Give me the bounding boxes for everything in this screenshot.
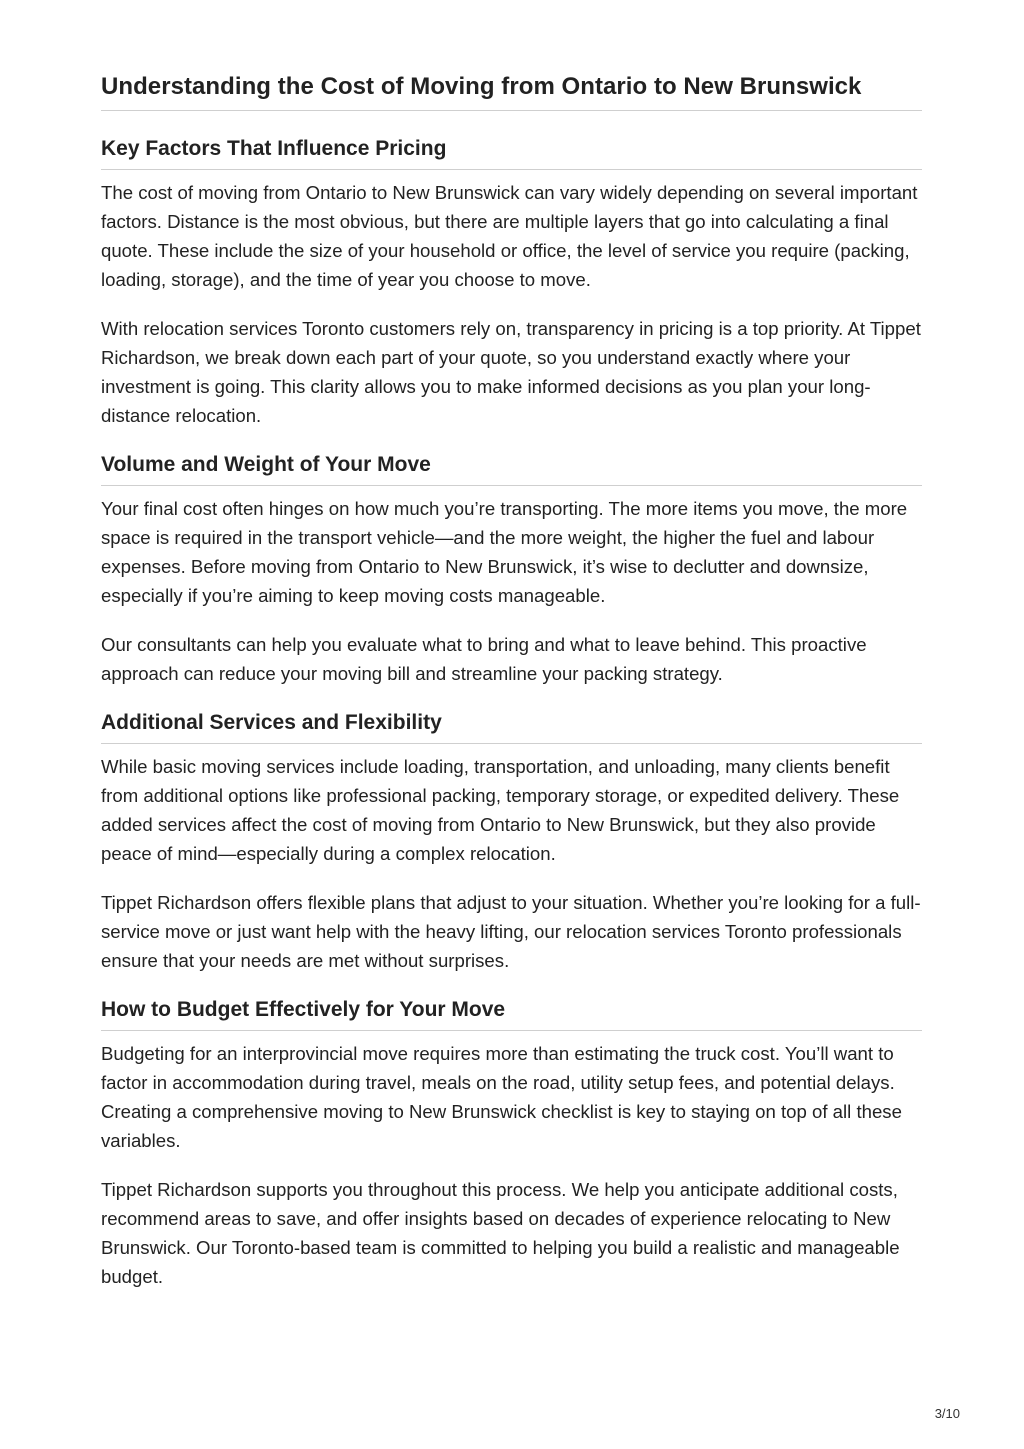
section-heading: How to Budget Effectively for Your Move	[101, 994, 922, 1031]
section-heading: Key Factors That Influence Pricing	[101, 133, 922, 170]
paragraph: Tippet Richardson supports you throughout this process. We help you anticipate additional costs, recommend areas to save, and offer insights based on decades of experience relocating to New Brunswick. Our Toronto-based team is committed to helping you build a realistic and manageable budget.	[101, 1179, 900, 1287]
section-volume-weight	[101, 449, 922, 688]
paragraph: Tippet Richardson offers flexible plans that adjust to your situation. Whether you’re looking for a full-service move or just want help with the heavy lifting, our relocation services Toronto professionals ensure that your needs are met without surprises.	[101, 892, 921, 971]
page-title: Understanding the Cost of Moving from Ontario to New Brunswick	[101, 68, 922, 111]
paragraph: Our consultants can help you evaluate what to bring and what to leave behind. This proactive approach can reduce your moving bill and streamline your packing strategy.	[101, 634, 867, 684]
paragraph: The cost of moving from Ontario to New Brunswick can vary widely depending on several important factors. Distance is the most obvious, but there are multiple layers that go into calculating a final quote. These include the size of your household or office, the level of service you require (packing, loading, storage), and the time of year you choose to move.	[101, 182, 918, 290]
paragraph: With relocation services Toronto customers rely on, transparency in pricing is a top priority. At Tippet Richardson, we break down each part of your quote, so you understand exactly where your investment is going. This clarity allows you to make informed decisions as you plan your long-distance relocation.	[101, 318, 921, 426]
section-additional-services	[101, 707, 922, 975]
paragraph: Your final cost often hinges on how much you’re transporting. The more items you move, the more space is required in the transport vehicle—and the more weight, the higher the fuel and labour expenses. Before moving from Ontario to New Brunswick, it’s wise to declutter and downsize, especially if you’re aiming to keep moving costs manageable.	[101, 498, 908, 606]
section-key-factors	[101, 133, 922, 430]
paragraph: While basic moving services include loading, transportation, and unloading, many clients benefit from additional options like professional packing, temporary storage, or expedited delivery. These added services affect the cost of moving from Ontario to New Brunswick, but they also provide peace of mind—especially during a complex relocation.	[101, 756, 900, 864]
section-heading: Volume and Weight of Your Move	[101, 449, 922, 486]
page-number: 3/10	[934, 1406, 960, 1421]
paragraph: Budgeting for an interprovincial move requires more than estimating the truck cost. You’ll want to factor in accommodation during travel, meals on the road, utility setup fees, and potential delays. Creating a comprehensive moving to New Brunswick checklist is key to staying on top of all these variables.	[101, 1043, 902, 1151]
section-heading: Additional Services and Flexibility	[101, 707, 922, 744]
document-page	[101, 68, 922, 1291]
section-budget	[101, 994, 922, 1291]
